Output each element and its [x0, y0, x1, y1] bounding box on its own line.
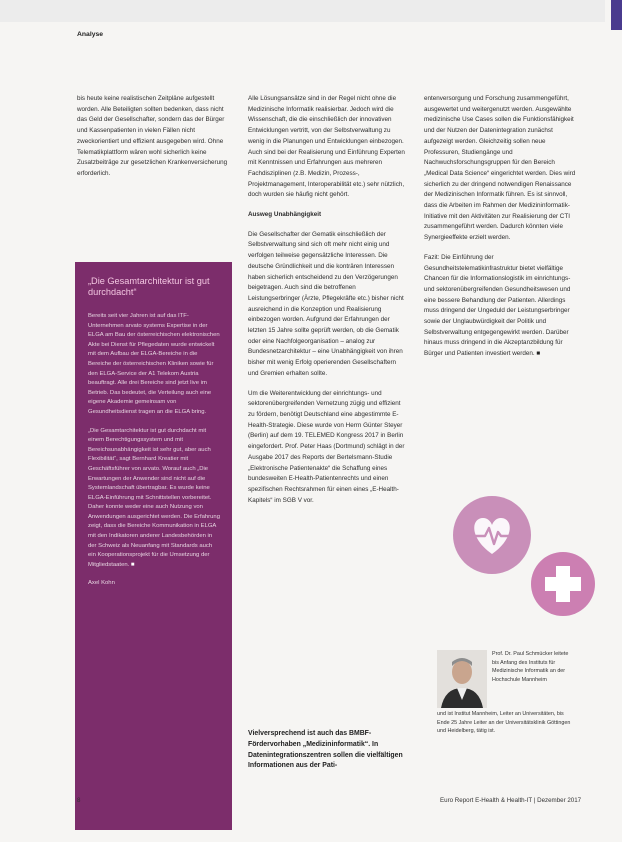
sidebar-box	[75, 262, 232, 830]
sidebar-box-paragraph-2-text: „Die Gesamtarchitektur ist gut durchdacht mit einem Berechtigungssystem und mit Bereichsunabhängigkeit ist sehr gut, aber auch Flexibilität“, sagt Bernhard Kreatier mit Geschäftsführer von arvato. Worauf auch „Die Erwartungen der Anwender sind nicht auf die Systemlandschaft übertragbar. Es wurde keine ELGA-Einführung mit Schnittstellen vorbereitet. Daher konnte weder eine auch Nutzung von Anwendungen ausgerichtet werden. Die Erfahrung zeigt, dass die Bereiche Kommunikation in ELGA mit den Indikatoren anderer Landesbehörden in der Schweiz als Neuanfang mit Standards auch ein Kooperationsprojekt für die Umsetzung der Mitgliedstaaten.	[88, 427, 220, 568]
page-number: 8	[77, 797, 81, 804]
column-2-paragraph-2: Die Gesellschafter der Gematik einschließlich der Selbstverwaltung sind sich oft mehr nicht einig und verfolgen teilweise gegensätzliche Interessen. Die deutsche Gründlichkeit und die konträren Interessen haben sicherlich entscheidend zu den Verzögerungen beigetragen. Auch sind die betroffenen Leistungserbringer (Ärzte, Pflegekräfte etc.) bisher nicht ausreichend in die Konzeption und Realisierung einbezogen worden. Aufgrund der Erfahrungen der letzten 15 Jahre sollte geprüft werden, ob die Gematik oder eine Nachfolgeorganisation – analog zur Bundesnetzarchitektur – eine Unabhängigkeit von ihren bisher mit wenig Erfolg operierenden Gesellschaftern und Gremien erhalten sollte.	[248, 230, 404, 377]
author-bio-text: leitete bis Anfang des Instituts für Medizinische Informatik an der Hochschule Mannheim	[492, 651, 569, 683]
sidebar-box-paragraph-1: Bereits seit vier Jahren ist auf das ITF-Unternehmen arvato systems Expertise in der ELGA am Bau der österreichischen elektronischen Akte bei Dienst für Pflegedaten wurde entwickelt mit dem Aufbau der ELGA-Bereiche in die Bereiche der österreichischen Kliniken sowie für den ELGA-Service der A1 Telekom Austria beauftragt. Alle drei Bereiche sind jetzt live im Betrieb. Das bedeutet, die Verteilung auch eine eigene Akademie gemeinsam von Gesundheitsdienst tragen an die ELGA bring.	[88, 313, 220, 415]
column-3-paragraph-2	[424, 253, 580, 360]
column-3-paragraph-1: entenversorgung und Forschung zusammengeführt, ausgewertet und weitergenutzt werden. Ausgewählte medizinische Use Cases sollen die Funktionsfähigkeit und der Nutzen der Datenintegration zunächst aufgezeigt werden. Gleichzeitig sollen neue Professuren, Studiengänge und Nachwuchsforschungsgruppen für den Bereich „Medical Data Science“ eingerichtet werden. Dies wird sicherlich zu der dringend notwendigen Renaissance der Medizinischen Informatik führen. Es ist sinnvoll, dass die Arbeiten im Rahmen der Medizininformatik-Initiative mit den Aktivitäten zur Realisierung der CTI zusammengeführt werden. Dadurch könnten viele Synergieeffekte erzielt werden.	[424, 95, 576, 242]
heart-pulse-icon	[453, 496, 531, 574]
author-portrait-graphic	[437, 650, 487, 708]
author-bio	[492, 650, 574, 684]
medical-cross-icon	[531, 552, 595, 616]
author-info	[437, 650, 577, 780]
column-2-highlight-paragraph: Vielversprechend ist auch das BMBF-Fördervorhaben „Medizininformatik“. In Datenintegrationszentren sollen die vielfältigen Informationen aus der Pati-	[248, 730, 403, 770]
column-2-paragraph-1: Alle Lösungsansätze sind in der Regel nicht ohne die Medizinische Informatik realisierbar. Jedoch wird die Wissenschaft, die die einschließlich der innovativen Entwicklungen vertritt, von der Selbstverwaltung zu wenig in die Planungen und Entwicklungen einbezogen. Auch sind bei der Realisierung und Einführung Experten mit Kenntnissen und Erfahrungen aus mehreren Fachdisziplinen (z.B. Medizin, Prozess-, Projektmanagement, Interoperabilität etc.) sehr nützlich, doch wurden sie häufig nicht gehört.	[248, 95, 405, 199]
sidebar-box-title: „Die Gesamtarchitektur ist gut durchdacht“	[88, 276, 210, 297]
author-bio-continued: und ist Institut Mannheim, Leiter an Universitäten, bis Ende 25 Jahre Leiter an der Universitätsklinik Göttingen und Heidelberg, tätig ist.	[437, 711, 571, 735]
page-top-band	[0, 0, 605, 22]
end-mark-icon: ■	[130, 561, 135, 568]
medical-cross-glyph	[531, 552, 595, 616]
section-label: Analyse	[77, 31, 104, 38]
end-mark-icon: ■	[536, 350, 541, 358]
heart-pulse-glyph	[453, 496, 531, 574]
author-photo	[437, 650, 487, 708]
column-2	[248, 94, 408, 515]
subheading: Ausweg Unabhängigkeit	[248, 211, 322, 219]
footer-source: Euro Report E-Health & Health-IT | Dezember 2017	[440, 797, 582, 804]
column-1	[77, 94, 231, 189]
section-tab-marker	[611, 0, 622, 30]
column-2-paragraph-3: Um die Weiterentwicklung der einrichtungs- und sektorenübergreifenden Vernetzung zügig und effizient zu fördern, benötigt Deutschland eine abgestimmte E-Health-Strategie. Diese wurde von Herrn Günter Steyer (Berlin) auf dem 19. TELEMED Kongress 2017 in Berlin eingefordert. Prof. Peter Haas (Dortmund) schlägt in der Ausgabe 2017 des Reports der Bertelsmann-Studie „Elektronische Patientenakte“ die Schaffung eines bundesweiten E-Health-Patientenrechts und einen spezifischen Rechtsrahmen für einen eines „E-Health-Kapitels“ im SGB V vor.	[248, 389, 405, 504]
column-1-paragraph: bis heute keine realistischen Zeitpläne aufgestellt worden. Alle Beteiligten sollten bedenken, dass nicht das Geld der Gesellschafter, sondern das der Bürger und Kassenpatienten in vielen Fällen nicht zweckorientiert und effizient ausgegeben wird. Ohne Telematikplattform wären wohl sicherlich keine Zusatzbeiträge zur gesetzlichen Krankenversicherung erforderlich.	[77, 95, 228, 177]
column-3	[424, 94, 580, 369]
sidebar-box-text	[88, 312, 220, 598]
sidebar-box-paragraph-2	[88, 427, 220, 571]
sidebar-box-signature: Axel Kohn	[88, 580, 115, 587]
column-3-paragraph-2-text: Fazit: Die Einführung der Gesundheitstelematikinfrastruktur bietet vielfältige Chancen für die Informationslogistik im einrichtungs- und sektorenübergreifenden Gesundheitswesen und eine bessere Behandlung der Patienten. Allerdings muss dringend der Ungeduld der Leistungserbringer sowie der Unglaubwürdigkeit der Politik und Selbstverwaltung entgegengewirkt werden. Darüber hinaus muss dringend in die Akzeptanzbildung für Bürger und Patienten investiert werden.	[424, 253, 571, 358]
author-name: Prof. Dr. Paul Schmücker	[492, 651, 553, 657]
